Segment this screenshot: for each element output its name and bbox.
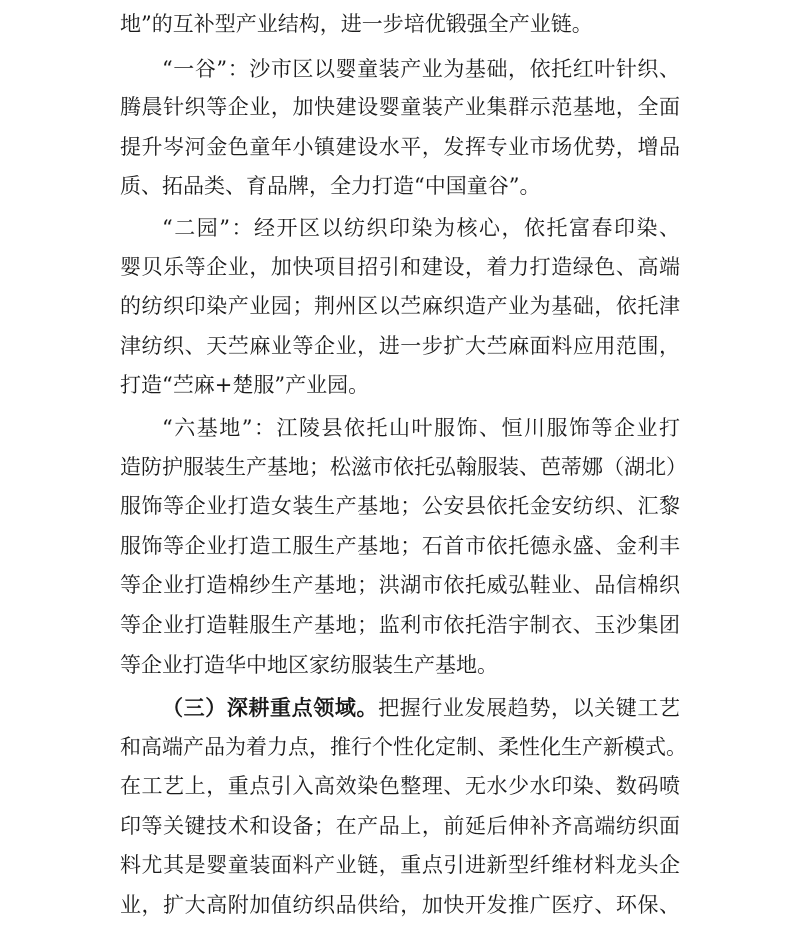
section-three-intro-text: 把握行业发展趋势，以关键工艺 — [378, 696, 681, 720]
text-line-16: 等企业打造鞋服生产基地；监利市依托浩宇制衣、玉沙集团 — [120, 613, 680, 637]
text-line-20: 在工艺上，重点引入高效染色整理、无水少水印染、数码喷 — [120, 774, 680, 798]
text-line-8: 的纺织印染产业园；荆州区以苎麻织造产业为基础，依托津 — [120, 294, 680, 318]
text-line-6: “二园”：经开区以纺织印染为核心，依托富春印染、 — [162, 216, 680, 240]
text-line-22: 料尤其是婴童装面料产业链，重点引进新型纤维材料龙头企 — [120, 853, 680, 877]
text-line-11: “六基地”：江陵县依托山叶服饰、恒川服饰等企业打 — [162, 416, 680, 440]
text-line-2: “一谷”：沙市区以婴童装产业为基础，依托红叶针织、 — [162, 57, 680, 81]
section-heading: （三）深耕重点领域。 — [162, 695, 379, 720]
text-line-1: 地”的互补型产业结构，进一步培优锻强全产业链。 — [120, 12, 593, 36]
text-line-3: 腾晨针织等企业，加快建设婴童装产业集群示范基地，全面 — [120, 95, 680, 119]
text-line-17: 等企业打造华中地区家纺服装生产基地。 — [120, 653, 498, 677]
text-line-15: 等企业打造棉纱生产基地；洪湖市依托威弘鞋业、品信棉织 — [120, 573, 680, 597]
text-line-9: 津纺织、天苎麻业等企业，进一步扩大苎麻面料应用范围， — [120, 334, 680, 358]
text-line-5: 质、拓品类、育品牌，全力打造“中国童谷”。 — [120, 174, 541, 198]
text-line-13: 服饰等企业打造女装生产基地；公安县依托金安纺织、汇黎 — [120, 494, 680, 518]
text-line-12: 造防护服装生产基地；松滋市依托弘翰服装、芭蒂娜（湖北） — [120, 455, 687, 479]
text-line-23: 业，扩大高附加值纺织品供给，加快开发推广医疗、环保、 — [120, 893, 680, 917]
text-line-14: 服饰等企业打造工服生产基地；石首市依托德永盛、金利丰 — [120, 534, 680, 558]
text-line-19: 和高端产品为着力点，推行个性化定制、柔性化生产新模式。 — [120, 735, 687, 759]
text-line-21: 印等关键技术和设备；在产品上，前延后伸补齐高端纺织面 — [120, 814, 680, 838]
text-line-7: 婴贝乐等企业，加快项目招引和建设，着力打造绿色、高端 — [120, 255, 680, 279]
text-line-4: 提升岑河金色童年小镇建设水平，发挥专业市场优势，增品 — [120, 135, 680, 159]
text-line-10: 打造“苎麻+楚服”产业园。 — [120, 373, 370, 397]
section-three-first-line — [162, 688, 680, 728]
